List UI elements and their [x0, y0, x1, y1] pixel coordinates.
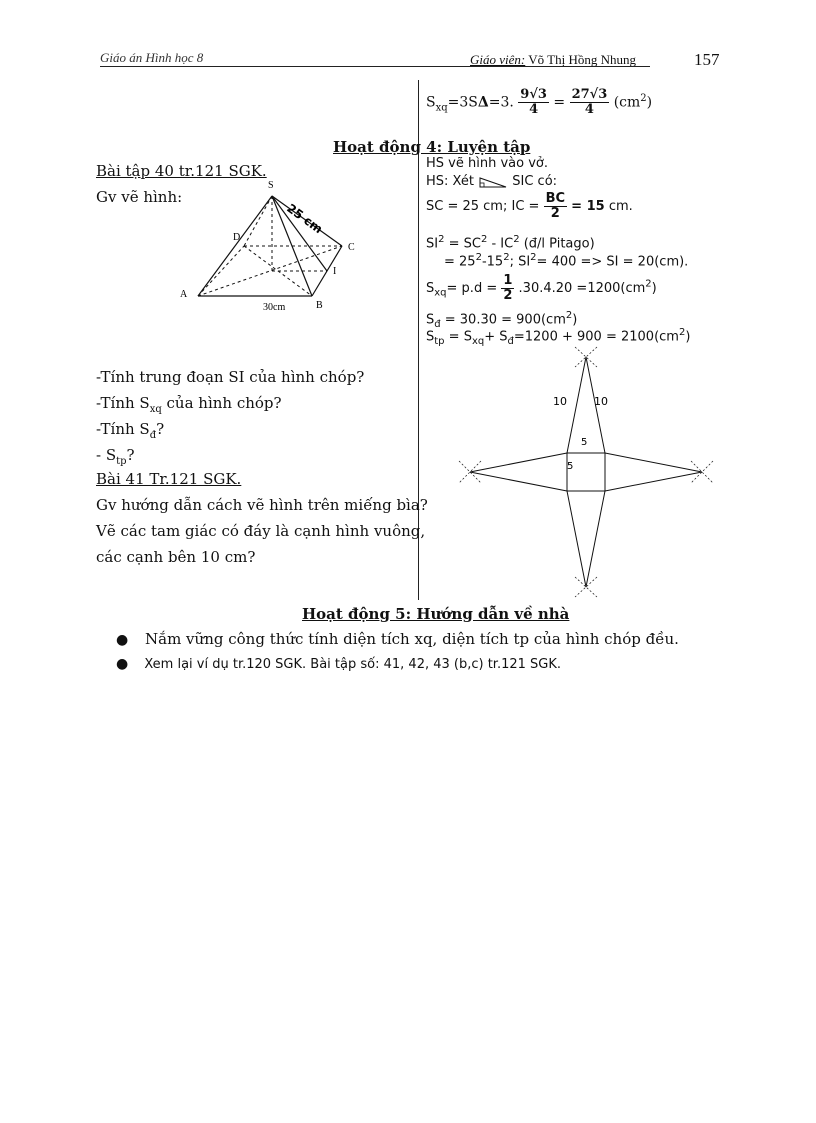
line4-a: SI — [426, 236, 439, 252]
line3-a: SC = 25 cm; IC = — [426, 199, 540, 214]
line5-c: ; SI — [509, 254, 531, 270]
q3-sub: đ — [149, 430, 157, 441]
line5-sup3: 2 — [530, 252, 537, 263]
formula-frac1 — [518, 88, 549, 117]
q4-sub: tp — [116, 456, 127, 467]
line8-sub2: xq — [471, 335, 485, 347]
line6-d: ) — [651, 281, 657, 296]
line5-sup2: 2 — [503, 252, 510, 263]
line8-sub3: đ — [507, 335, 514, 347]
line7-sub: đ — [434, 318, 441, 330]
formula-eq2: =3. — [488, 94, 514, 111]
header-rule — [100, 66, 650, 67]
ex41-line-3: các cạnh bên 10 cm? — [96, 548, 256, 566]
line6-c: .30.4.20 =1200(cm — [518, 281, 646, 296]
net-label-side-5: 5 — [567, 461, 574, 472]
label-B: B — [316, 300, 323, 311]
compass-marks — [459, 347, 713, 597]
line5-a: = 25 — [444, 254, 476, 270]
line8-a: S — [426, 329, 435, 345]
label-A: A — [180, 289, 188, 300]
bullet-dot-icon: ● — [116, 656, 129, 672]
line6-num: 1 — [503, 273, 513, 288]
ex41-line-1: Gv hướng dẫn cách vẽ hình trên miếng bìa? — [96, 496, 428, 514]
line3-frac — [544, 192, 567, 221]
teacher-name: Võ Thị Hồng Nhung — [528, 52, 636, 67]
question-1: -Tính trung đoạn SI của hình chóp? — [96, 368, 365, 386]
solution-line-4 — [426, 234, 595, 251]
net-square — [567, 453, 605, 491]
solution-line-1: HS vẽ hình vào vở. — [426, 156, 548, 171]
line4-d: (đ/l Pitago) — [519, 236, 595, 252]
net-triangle-left — [470, 453, 567, 491]
frac1-num: 9√3 — [520, 87, 547, 102]
q4-text: - S — [96, 446, 117, 464]
solution-line-2 — [426, 174, 557, 189]
edge-SD — [244, 196, 272, 246]
formula-eq1: =3S — [447, 94, 478, 111]
bullet-dot-icon: ● — [116, 632, 129, 648]
edge-SA — [198, 196, 272, 296]
pyramid-figure — [170, 170, 370, 320]
page-number: 157 — [694, 50, 720, 69]
q3-text: -Tính S — [96, 420, 150, 438]
label-S: S — [268, 180, 274, 191]
ex41-line-2: Vẽ các tam giác có đáy là cạnh hình vuông, — [96, 522, 426, 540]
activity4-title: Hoạt động 4: Luyện tập — [333, 138, 531, 156]
formula-frac2 — [570, 88, 610, 117]
solution-line-6 — [426, 274, 657, 303]
formula-unit-sup: 2 — [640, 92, 647, 104]
q3-tail: ? — [156, 420, 165, 438]
line3-num: BC — [545, 191, 566, 206]
pyramid-net-figure — [455, 343, 725, 605]
formula-lhs-sub: xq — [435, 102, 448, 114]
teacher-label: Giáo viên: — [470, 52, 526, 67]
line4-c: - IC — [487, 236, 514, 252]
q2-text: -Tính S — [96, 394, 150, 412]
formula-delta: Δ — [477, 94, 489, 111]
line3-c: cm. — [608, 199, 633, 214]
label-slant-25cm: 25 cm — [284, 201, 326, 237]
line8-b: = S — [444, 329, 472, 345]
line7-c: ) — [572, 312, 578, 328]
line8-sup: 2 — [678, 327, 686, 338]
gv-draw: Gv vẽ hình: — [96, 188, 183, 206]
line5-d: = 400 => SI = 20(cm). — [536, 254, 689, 270]
solution-line-3 — [426, 192, 633, 221]
line8-sub1: tp — [434, 335, 445, 347]
line6-sub: xq — [434, 287, 447, 299]
frac2-den: 4 — [584, 102, 594, 117]
line5-b: -15 — [481, 254, 504, 270]
net-label-left-10: 10 — [553, 395, 567, 408]
frac1-den: 4 — [529, 102, 539, 117]
line7-b: = 30.30 = 900(cm — [440, 312, 566, 328]
formula-unit: (cm — [613, 94, 641, 111]
net-label-right-10: 10 — [594, 395, 608, 408]
ex40-title: Bài tập 40 tr.121 SGK. — [96, 162, 267, 180]
line4-sup3: 2 — [513, 234, 520, 245]
line6-b: = p.d = — [446, 281, 498, 296]
line4-sup1: 2 — [438, 234, 445, 245]
line6-sup: 2 — [645, 278, 652, 290]
line7-a: S — [426, 312, 435, 328]
line4-b: = SC — [444, 236, 481, 252]
ex41-title: Bài 41 Tr.121 SGK. — [96, 470, 242, 488]
label-D: D — [233, 232, 241, 243]
line8-e: ) — [685, 329, 691, 345]
line6-den: 2 — [503, 288, 513, 303]
bullet-2 — [116, 656, 561, 672]
line2-b: SIC có: — [512, 174, 558, 189]
bullet-1 — [116, 630, 679, 648]
q4-tail: ? — [126, 446, 135, 464]
activity5-title: Hoạt động 5: Hướng dẫn về nhà — [302, 605, 570, 623]
q2-sub: xq — [149, 404, 162, 415]
label-base-30cm: 30cm — [263, 302, 286, 313]
formula-unit-close: ) — [646, 94, 653, 111]
line6-a: S — [426, 281, 435, 296]
line7-sup: 2 — [565, 310, 573, 321]
right-triangle-icon — [478, 175, 508, 189]
line8-d: =1200 + 900 = 2100(cm — [513, 329, 679, 345]
header-left-text: Giáo án Hình học 8 — [100, 50, 204, 65]
net-triangle-bottom — [567, 491, 605, 587]
q2-tail: của hình chóp? — [161, 394, 282, 412]
line3-den: 2 — [550, 206, 560, 221]
frac2-num: 27√3 — [571, 87, 608, 102]
bullet-2-text: Xem lại ví dụ tr.120 SGK. Bài tập số: 41, 42, 43 (b,c) tr.121 SGK. — [144, 657, 562, 672]
line4-sup2: 2 — [480, 234, 488, 245]
line5-sup1: 2 — [475, 252, 482, 263]
line3-b: = 15 — [571, 199, 605, 214]
line6-frac — [501, 274, 514, 303]
line2-a: HS: Xét — [426, 174, 474, 189]
question-2 — [96, 394, 282, 415]
line8-c: + S — [484, 329, 508, 345]
net-label-top-5: 5 — [581, 437, 588, 448]
bullet-1-text: Nắm vững công thức tính diện tích xq, diện tích tp của hình chóp đều. — [145, 630, 679, 648]
top-formula — [426, 88, 652, 117]
formula-eq3: = — [553, 94, 566, 111]
net-triangle-right — [605, 453, 702, 491]
label-C: C — [348, 242, 355, 253]
solution-line-5 — [444, 252, 688, 269]
question-4 — [96, 446, 135, 467]
label-I: I — [333, 266, 337, 277]
formula-lhs: S — [426, 94, 436, 111]
question-3 — [96, 420, 164, 441]
